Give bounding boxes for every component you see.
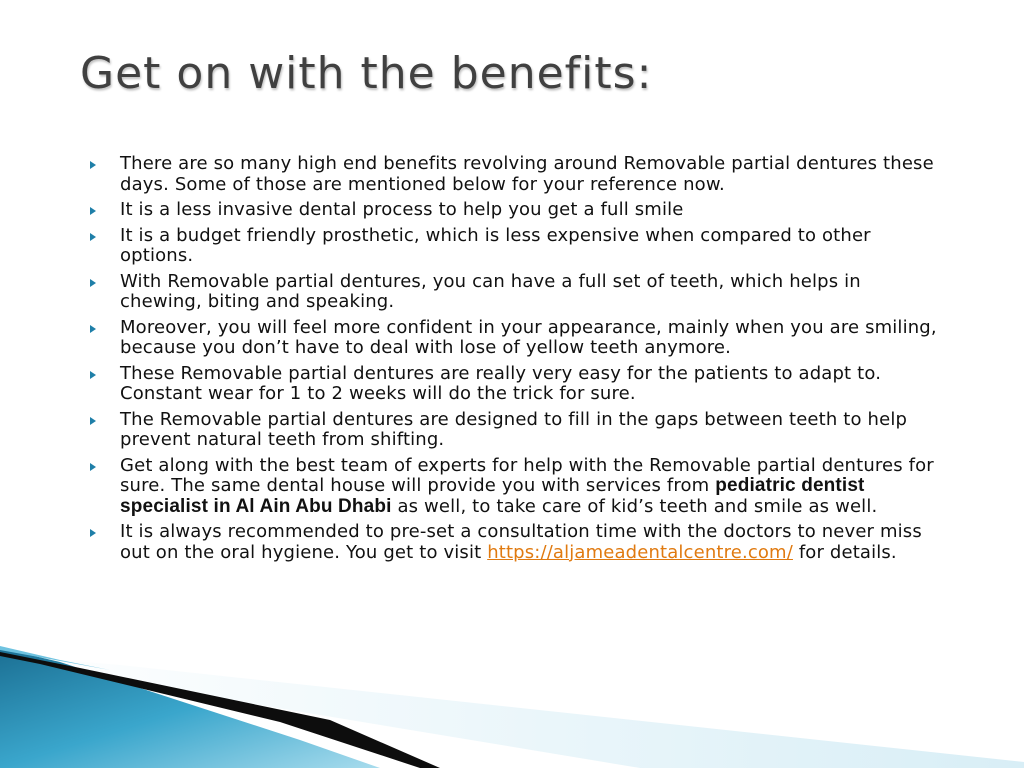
bullet-text: It is always recommended to pre-set a consultation time with the doctors to never miss out on the oral hygiene. You get to visit	[120, 521, 922, 563]
bullet-text: Moreover, you will feel more confident in your appearance, mainly when you are smiling, because you don’t have to deal with lose of yellow teeth anymore.	[120, 316, 937, 358]
bullet-text: as well, to take care of kid’s teeth and smile as well.	[391, 495, 878, 517]
benefits-list	[88, 154, 948, 568]
triangle-right-icon	[90, 529, 96, 537]
list-item	[88, 522, 948, 563]
teal-wedge	[0, 648, 380, 768]
pale-stripe	[0, 655, 1024, 768]
list-item	[88, 410, 948, 451]
bullet-text: With Removable partial dentures, you can have a full set of teeth, which helps in chewing, biting and speaking.	[120, 270, 861, 312]
list-item	[88, 226, 948, 267]
list-item	[88, 154, 948, 195]
bullet-text: It is a budget friendly prosthetic, which is less expensive when compared to other options.	[120, 224, 871, 266]
triangle-right-icon	[90, 233, 96, 241]
bullet-text: Get along with the best team of experts for help with the Removable partial dentures for sure. The same dental house will provide you with services from	[120, 454, 934, 496]
list-item	[88, 200, 948, 221]
list-item	[88, 364, 948, 405]
pediatric-dentist-text: pediatric dentist specialist in Al Ain Abu Dhabi	[120, 475, 865, 517]
website-link[interactable]: https://aljameadentalcentre.com/	[487, 541, 793, 563]
teal-light-edge	[0, 646, 110, 670]
triangle-right-icon	[90, 463, 96, 471]
triangle-right-icon	[90, 161, 96, 169]
triangle-right-icon	[90, 325, 96, 333]
triangle-right-icon	[90, 371, 96, 379]
bullet-text: for details.	[792, 541, 897, 563]
list-item	[88, 318, 948, 359]
dark-stripe	[0, 652, 440, 768]
list-item	[88, 272, 948, 313]
bullet-text: These Removable partial dentures are really very easy for the patients to adapt to. Constant wear for 1 to 2 weeks will do the trick for sure.	[120, 362, 882, 404]
bullet-text: The Removable partial dentures are designed to fill in the gaps between teeth to help prevent natural teeth from shifting.	[120, 408, 908, 450]
slide-title: Get on with the benefits:	[80, 48, 653, 99]
triangle-right-icon	[90, 207, 96, 215]
bullet-text: There are so many high end benefits revolving around Removable partial dentures these days. Some of those are mentioned below for your reference now.	[120, 153, 934, 195]
triangle-right-icon	[90, 417, 96, 425]
list-item	[88, 456, 948, 518]
triangle-right-icon	[90, 279, 96, 287]
bullet-text: It is a less invasive dental process to help you get a full smile	[120, 199, 684, 220]
